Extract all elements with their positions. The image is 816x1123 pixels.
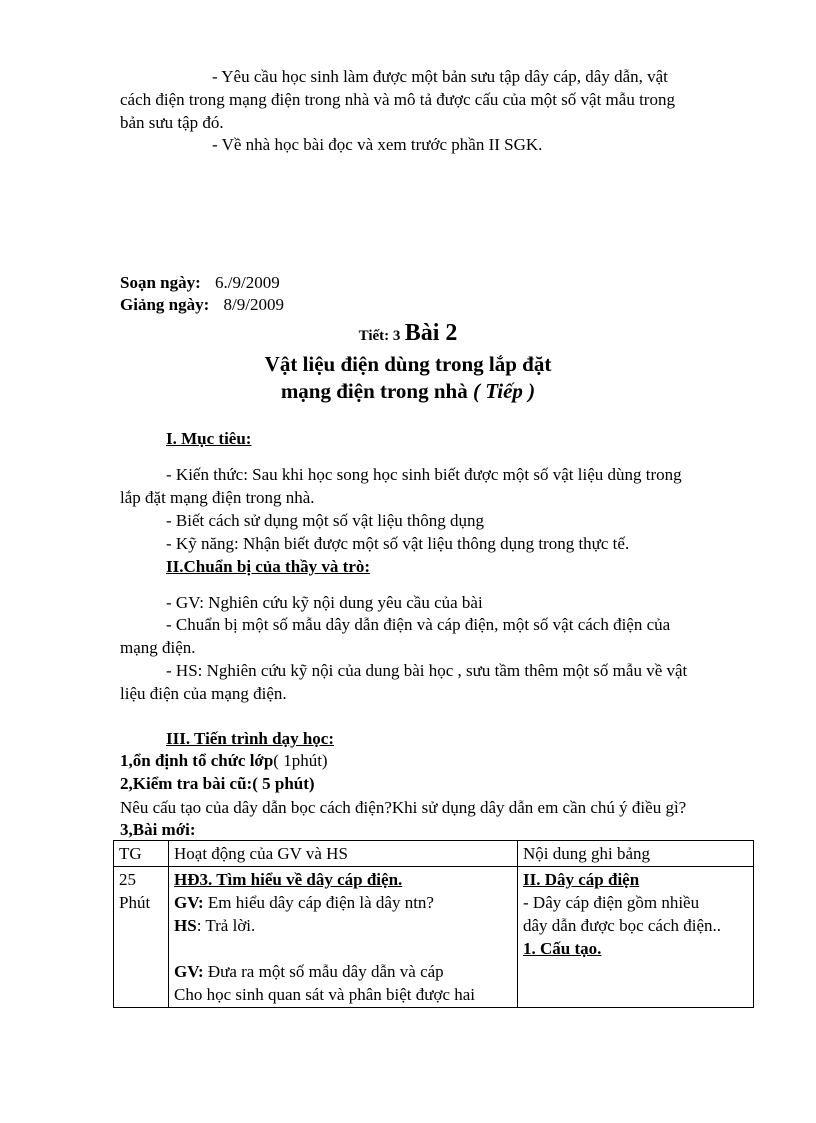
preparation-student-1: - HS: Nghiên cứu kỹ nội của dung bài học , sưu tầm thêm một số mẫu về vật: [166, 661, 688, 680]
content-cell: [518, 867, 754, 1008]
header-activity: Hoạt động của GV và HS: [169, 841, 518, 867]
preparation-samples-1: - Chuẩn bị một số mẫu dây dẫn điện và cáp điện, một số vật cách điện của: [166, 615, 671, 634]
activity-last-line: Cho học sinh quan sát và phân biệt được hai: [174, 985, 476, 1004]
prepared-date-label: Soạn ngày:: [120, 273, 201, 292]
lesson-heading: [0, 318, 816, 351]
lesson-title-main: mạng điện trong nhà: [280, 379, 468, 403]
process-step-1-label: 1,ổn định tổ chức lớp: [120, 751, 274, 770]
header-content: Nội dung ghi bảng: [518, 841, 754, 867]
objectives-knowledge-2: lắp đặt mạng điện trong nhà.: [120, 488, 315, 507]
taught-date-label: Giảng ngày:: [120, 295, 210, 314]
lesson-title-suffix: ( Tiếp ): [472, 379, 536, 403]
prepared-date: [120, 272, 280, 294]
preparation-heading: II.Chuẩn bị của thầy và trò:: [166, 557, 371, 576]
objectives-skill: - Kỹ năng: Nhận biết được một số vật liệu thông dụng trong thực tế.: [166, 534, 630, 553]
lesson-number: Bài 2: [404, 320, 458, 346]
period-label: Tiết: 3: [358, 328, 401, 344]
activity-title: HĐ3. Tìm hiểu về dây cáp điện.: [174, 870, 403, 889]
homework-line-1: - Yêu cầu học sinh làm được một bản sưu tập dây cáp, dây dẫn, vật: [212, 67, 668, 86]
objectives-heading: I. Mục tiêu:: [166, 429, 252, 448]
activity-gv-samples: [174, 960, 512, 983]
lesson-table: [113, 840, 754, 1008]
content-line-1: - Dây cáp điện gồm nhiều: [523, 893, 700, 912]
process-question: Nêu cấu tạo của dây dẫn bọc cách điện?Khi sử dụng dây dẫn em cần chú ý điều gì?: [120, 798, 687, 817]
time-cell: [114, 867, 169, 1008]
taught-date: [120, 294, 284, 316]
table-header-row: [114, 841, 754, 867]
hs-label: HS: [174, 916, 197, 935]
time-value: 25: [119, 870, 136, 889]
time-unit: Phút: [119, 893, 151, 912]
gv-label-2: GV:: [174, 962, 204, 981]
prepared-date-value: 6./9/2009: [215, 273, 280, 292]
process-step-1-time: ( 1phút): [273, 751, 328, 770]
lesson-title-line-2: [0, 377, 816, 405]
process-step-3: 3,Bài mới:: [120, 820, 196, 839]
preparation-teacher: - GV: Nghiên cứu kỹ nội dung yêu cầu của bài: [166, 593, 483, 612]
objectives-knowledge-1: - Kiến thức: Sau khi học song học sinh biết được một số vật liệu dùng trong: [166, 465, 682, 484]
activity-gv-question: [174, 891, 512, 914]
content-title: II. Dây cáp điện: [523, 870, 640, 889]
activity-hs-answer: [174, 914, 512, 937]
homework-line-3: bản sưu tập đó.: [120, 113, 224, 132]
process-heading: III. Tiến trình dạy học:: [166, 729, 334, 748]
objectives-usage: - Biết cách sử dụng một số vật liệu thông dụng: [166, 511, 485, 530]
lesson-title-line-1: Vật liệu điện dùng trong lắp đặt: [264, 352, 552, 376]
preparation-student-2: liệu điện của mạng điện.: [120, 684, 287, 703]
gv-samples-text: Đưa ra một số mẫu dây dẫn và cáp: [203, 962, 444, 981]
process-step-2: 2,Kiểm tra bài cũ:( 5 phút): [120, 774, 315, 793]
taught-date-value: 8/9/2009: [223, 295, 284, 314]
preparation-samples-2: mạng điện.: [120, 638, 196, 657]
activity-cell: [169, 867, 518, 1008]
header-time: TG: [114, 841, 169, 867]
gv-question-text: Em hiểu dây cáp điện là dây ntn?: [203, 893, 434, 912]
process-step-1: [120, 750, 328, 772]
table-row: [114, 867, 754, 1008]
gv-label: GV:: [174, 893, 204, 912]
homework-line-2: cách điện trong mạng điện trong nhà và mô tả được cấu của một số vật mẫu trong: [120, 90, 675, 109]
content-subheading: 1. Cấu tạo.: [523, 939, 602, 958]
content-line-2: dây dẫn được bọc cách điện..: [523, 916, 722, 935]
hs-answer-text: : Trả lời.: [196, 916, 256, 935]
homework-line-4: - Về nhà học bài đọc và xem trước phần II SGK.: [212, 135, 543, 154]
